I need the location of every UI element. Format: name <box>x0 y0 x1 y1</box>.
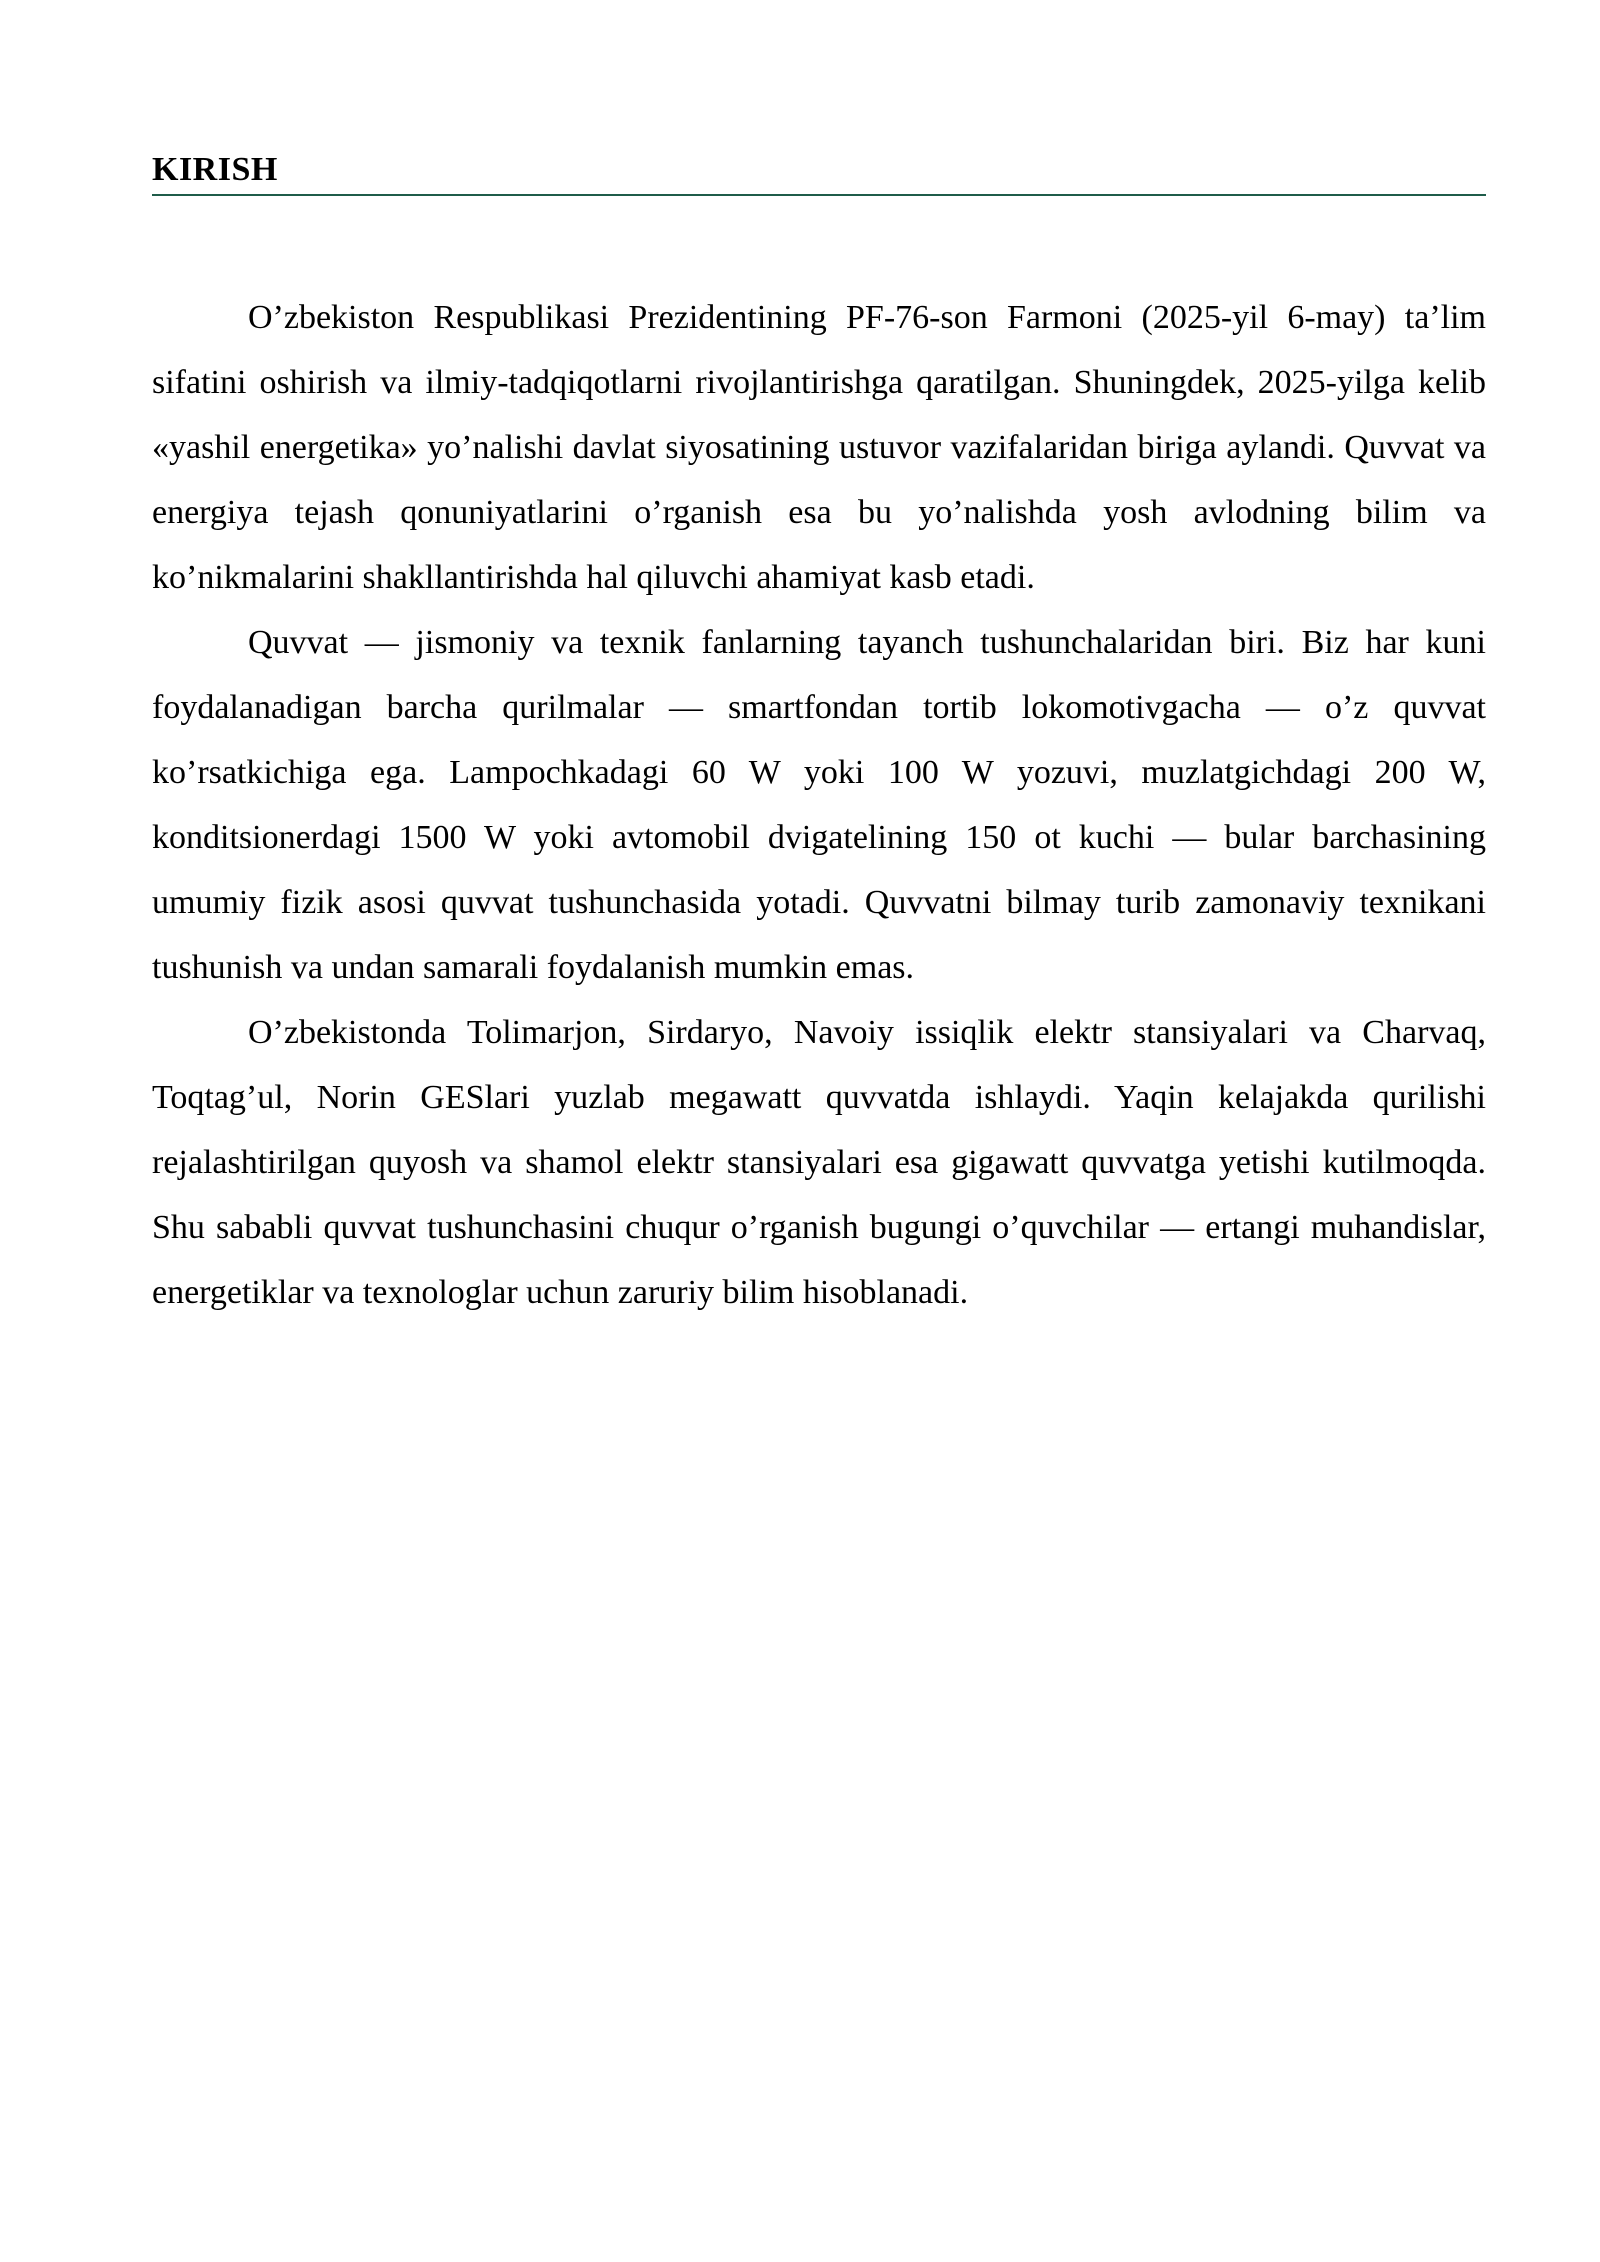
paragraph-1: O’zbekiston Respublikasi Prezidentining PF-76-son Farmoni (2025-yil 6-may) ta’lim sifatini oshirish va ilmiy-tadqiqotlarni rivojlantirishga qaratilgan. Shuningdek, 2025-yilga kelib «yashil energetika» yo’nalishi davlat siyosatining ustuvor vazifalaridan biriga aylandi. Quvvat va energiya tejash qonuniyatlarini o’rganish esa bu yo’nalishda yosh avlodning bilim va ko’nikmalarini shakllantirishda hal qiluvchi ahamiyat kasb etadi. <box>152 299 1486 596</box>
paragraph-2: Quvvat — jismoniy va texnik fanlarning tayanch tushunchalaridan biri. Biz har kuni foydalanadigan barcha qurilmalar — smartfondan tortib lokomotivgacha — o’z quvvat ko’rsatkichiga ega. Lampochkadagi 60 W yoki 100 W yozuvi, muzlatgichdagi 200 W, konditsionerdagi 1500 W yoki avtomobil dvigatelining 150 ot kuchi — bular barchasining umumiy fizik asosi quvvat tushunchasida yotadi. Quvvatni bilmay turib zamonaviy texnikani tushunish va undan samarali foydalanish mumkin emas. <box>152 624 1486 986</box>
paragraph-3: O’zbekistonda Tolimarjon, Sirdaryo, Navoiy issiqlik elektr stansiyalari va Charvaq, Toqtag’ul, Norin GESlari yuzlab megawatt quvvatda ishlaydi. Yaqin kelajakda qurilishi rejalashtirilgan quyosh va shamol elektr stansiyalari esa gigawatt quvvatga yetishi kutilmoqda. Shu sababli quvvat tushunchasini chuqur o’rganish bugungi o’quvchilar — ertangi muhandislar, energetiklar va texnologlar uchun zaruriy bilim hisoblanadi. <box>152 1014 1486 1311</box>
document-body <box>152 285 1486 1325</box>
section-heading: KIRISH <box>152 151 278 188</box>
section-heading-block <box>152 150 1486 196</box>
